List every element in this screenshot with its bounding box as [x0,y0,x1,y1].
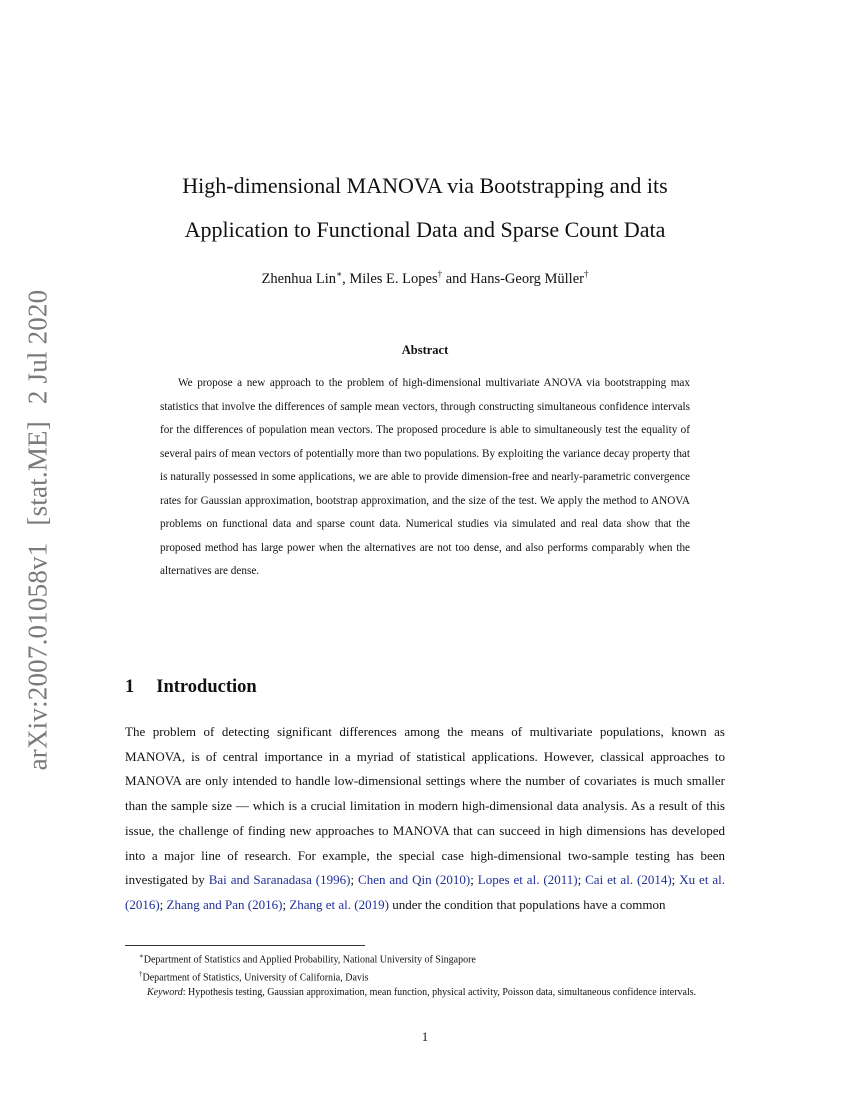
intro-paragraph: The problem of detecting significant differences among the means of multivariate populations, known as MANOVA, is of central importance in a myriad of statistical applications. However, classical approaches to MANOVA are only intended to handle low-dimensional settings where the number of covariates is much smaller than the sample size — which is a crucial limitation in modern high-dimensional data analysis. As a result of this issue, the challenge of finding new approaches to MANOVA that can succeed in high dimensions has developed into a major line of research. For example, the special case high-dimensional two-sample testing has been investigated by Bai and Saranadasa (1996); Chen and Qin (2010); Lopes et al. (2011); Cai et al. (2014); Xu et al. (2016); Zhang and Pan (2016); Zhang et al. (2019) under the condition that populations have a common [125,724,726,912]
citation-link[interactable]: Zhang and Pan (2016) [166,896,283,912]
paper-title [125,164,725,252]
citation-link[interactable]: Lopes et al. (2011) [477,872,578,888]
footnote-divider [125,945,365,946]
arxiv-category: [stat.ME] [22,421,53,526]
affiliation-mark[interactable]: † [437,269,443,279]
footnote-affiliation-2: †Department of Statistics, University of California, Davis [139,970,369,984]
citation-link[interactable]: Xu et al. (2016) [125,872,726,912]
arxiv-id[interactable]: arXiv:2007.01058v1 [22,542,53,771]
author-name: Miles E. Lopes [349,270,438,287]
author-list: Zhenhua Lin∗, Miles E. Lopes† and Hans-Georg Müller† [261,269,589,287]
title-line-2: Application to Functional Data and Sparse Count Data [184,217,666,242]
section-heading [125,677,257,698]
citation-link[interactable]: Bai and Saranadasa (1996) [208,872,351,888]
page-number: 1 [421,1030,429,1044]
citation-link[interactable]: Chen and Qin (2010) [358,872,471,888]
abstract-body: We propose a new approach to the problem of high-dimensional multivariate ANOVA via bootstrapping max statistics that involve the differences of sample mean vectors, through constructing simultaneous confidence intervals for the differences of population mean vectors. The proposed procedure is able to simultaneously test the equality of several pairs of mean vectors of potentially more than two populations. By exploiting the variance decay property that is naturally possessed in some applications, we are able to provide dimension-free and nearly-parametric convergence rates for Gaussian approximation, bootstrap approximation, and the size of the test. We apply the method to ANOVA problems on functional data and sparse count data. Numerical studies via simulated and real data show that the proposed method has large power when the alternatives are not too dense, and also performs comparably when the alternatives are dense. [160,377,690,577]
author-name: Hans-Georg Müller [470,270,584,287]
section-number: 1 [125,677,135,697]
footnotes [125,949,725,1000]
author-name: Zhenhua Lin [261,270,337,287]
affiliation-mark[interactable]: ∗ [336,269,343,279]
abstract-heading: Abstract [401,343,449,357]
affiliation-mark[interactable]: † [583,269,589,279]
citation-link[interactable]: Cai et al. (2014) [585,872,672,888]
citation-link[interactable]: Zhang et al. (2019) [289,896,389,912]
section-title: Introduction [156,677,257,697]
title-line-1: High-dimensional MANOVA via Bootstrapping and its [182,173,668,198]
footnote-keywords: Keyword: Hypothesis testing, Gaussian approximation, mean function, physical activity, Poisson data, simultaneous confidence intervals. [147,986,697,998]
arxiv-date: 2 Jul 2020 [22,289,53,405]
footnote-affiliation-1: ∗Department of Statistics and Applied Probability, National University of Singapore [139,952,476,966]
arxiv-stamp [23,285,54,776]
